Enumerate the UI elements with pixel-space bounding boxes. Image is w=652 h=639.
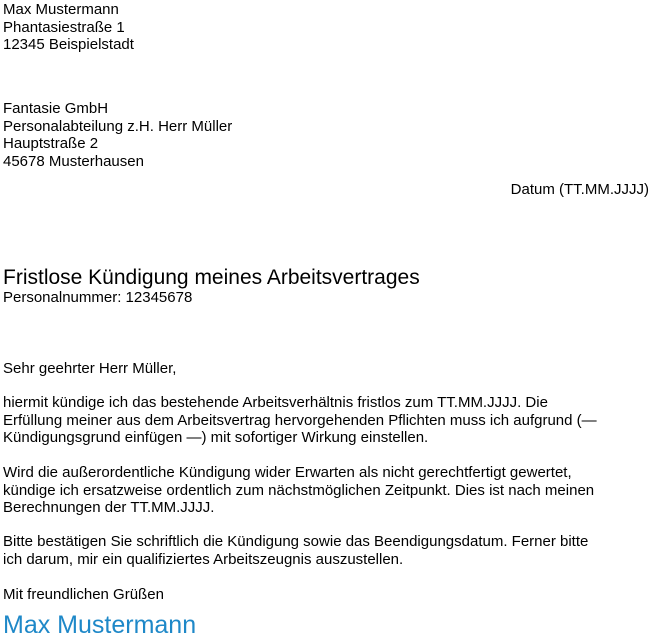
- sender-city: 12345 Beispielstadt: [3, 36, 134, 53]
- paragraph-line: kündige ich ersatzweise ordentlich zum nächstmöglichen Zeitpunkt. Dies ist nach meinen: [3, 481, 595, 499]
- letter-date: Datum (TT.MM.JJJJ): [510, 181, 649, 198]
- recipient-department: Personalabteilung z.H. Herr Müller: [3, 117, 233, 135]
- salutation: Sehr geehrter Herr Müller,: [3, 360, 177, 377]
- recipient-company: Fantasie GmbH: [3, 100, 109, 117]
- paragraph-line: Berechnungen der TT.MM.JJJJ.: [3, 499, 215, 516]
- recipient-street: Hauptstraße 2: [3, 135, 99, 152]
- recipient-address: [3, 100, 649, 170]
- sender-street: Phantasiestraße 1: [3, 18, 125, 36]
- personnel-number: Personalnummer: 12345678: [3, 289, 193, 306]
- paragraph-line: Bitte bestätigen Sie schriftlich die Kündigung sowie das Beendigungsdatum. Ferner bitte: [3, 533, 589, 550]
- paragraph-line: Kündigungsgrund einfügen —) mit sofortiger Wirkung einstellen.: [3, 429, 429, 446]
- body-paragraph-1: [3, 394, 649, 447]
- subject-title: Fristlose Kündigung meines Arbeitsvertrages: [3, 266, 420, 289]
- body-paragraph-3: [3, 533, 649, 568]
- paragraph-line: Erfüllung meiner aus dem Arbeitsvertrag hervorgehenden Pflichten muss ich aufgrund (—: [3, 411, 597, 429]
- paragraph-line: hiermit kündige ich das bestehende Arbeitsverhältnis fristlos zum TT.MM.JJJJ. Die: [3, 394, 548, 411]
- signature: Max Mustermann: [3, 611, 197, 639]
- sender-address: [3, 1, 649, 54]
- paragraph-line: Wird die außerordentliche Kündigung wider Erwarten als nicht gerechtfertigt gewertet,: [3, 464, 572, 481]
- paragraph-line: ich darum, mir ein qualifiziertes Arbeitszeugnis auszustellen.: [3, 550, 404, 568]
- closing-phrase: Mit freundlichen Grüßen: [3, 586, 164, 603]
- recipient-city: 45678 Musterhausen: [3, 152, 144, 170]
- body-paragraph-2: [3, 464, 649, 517]
- sender-name: Max Mustermann: [3, 1, 119, 18]
